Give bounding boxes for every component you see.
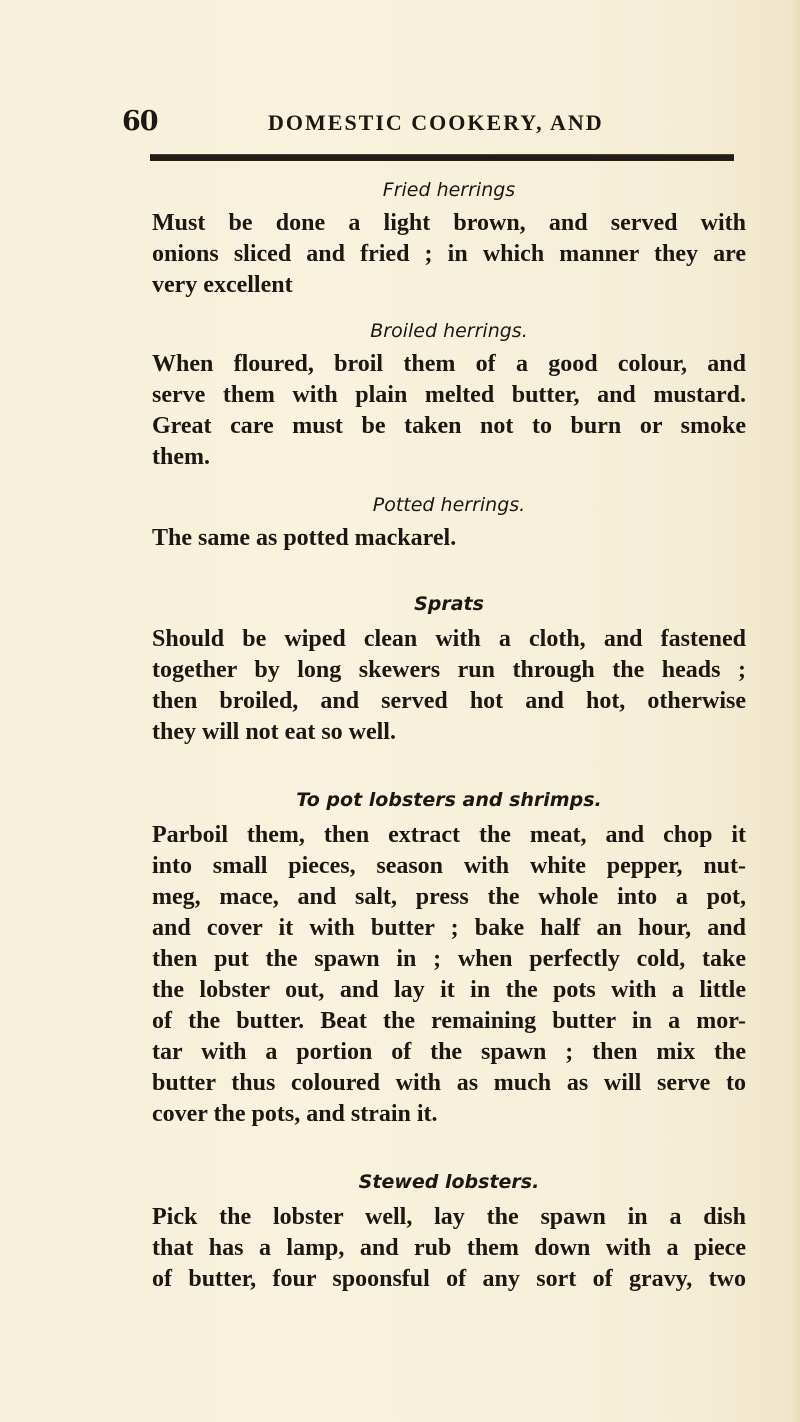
text-line: meg, mace, and salt, press the whole into a pot, [152,884,746,910]
text-line: Should be wiped clean with a cloth, and fastened [152,626,746,652]
text-line: serve them with plain melted butter, and mustard. [152,382,746,408]
recipe-text-potted-herrings [152,523,746,554]
page-edge-shadow [790,0,800,1422]
text-line: then put the spawn in ; when perfectly cold, take [152,946,746,972]
text-line: very excellent [152,272,293,298]
recipe-text-fried-herrings [152,208,746,301]
text-line: together by long skewers run through the heads ; [152,657,746,683]
page-header [0,106,800,146]
header-rule [150,154,734,161]
recipe-text-to-pot-lobsters [152,820,746,1130]
text-line: Pick the lobster well, lay the spawn in a dish [152,1204,746,1230]
recipe-title-to-pot-lobsters: To pot lobsters and shrimps. [296,789,602,811]
recipe-text-sprats [152,624,746,748]
page-body [152,166,746,1295]
recipe-text-broiled-herrings [152,349,746,473]
recipe-title-stewed-lobsters: Stewed lobsters. [358,1171,540,1193]
page-number: 60 [122,106,158,137]
text-line: Parboil them, then extract the meat, and chop it [152,822,746,848]
text-line: onions sliced and fried ; in which manner they are [152,241,746,267]
text-line: that has a lamp, and rub them down with a piece [152,1235,746,1261]
text-line: they will not eat so well. [152,719,396,745]
text-line: Great care must be taken not to burn or smoke [152,413,746,439]
text-line: the lobster out, and lay it in the pots with a little [152,977,746,1003]
text-line: and cover it with butter ; bake half an hour, and [152,915,746,941]
text-line: When floured, broil them of a good colour, and [152,351,746,377]
text-line: of butter, four spoonsful of any sort of gravy, two [152,1266,746,1292]
text-line: them. [152,444,210,470]
text-line: of the butter. Beat the remaining butter in a mor- [152,1008,746,1034]
text-line: then broiled, and served hot and hot, otherwise [152,688,746,714]
text-line: Must be done a light brown, and served with [152,210,746,236]
text-line: into small pieces, season with white pepper, nut- [152,853,746,879]
running-head: DOMESTIC COOKERY, AND [268,110,604,135]
text-line: The same as potted mackarel. [152,525,457,551]
text-line: tar with a portion of the spawn ; then mix the [152,1039,746,1065]
text-line: cover the pots, and strain it. [152,1101,438,1127]
recipe-title-fried-herrings: Fried herrings [382,179,516,201]
recipe-title-potted-herrings: Potted herrings. [372,494,526,516]
text-line: butter thus coloured with as much as will serve to [152,1070,746,1096]
recipe-title-broiled-herrings: Broiled herrings. [370,320,528,342]
recipe-title-sprats: Sprats [414,593,484,615]
recipe-text-stewed-lobsters [152,1202,746,1295]
